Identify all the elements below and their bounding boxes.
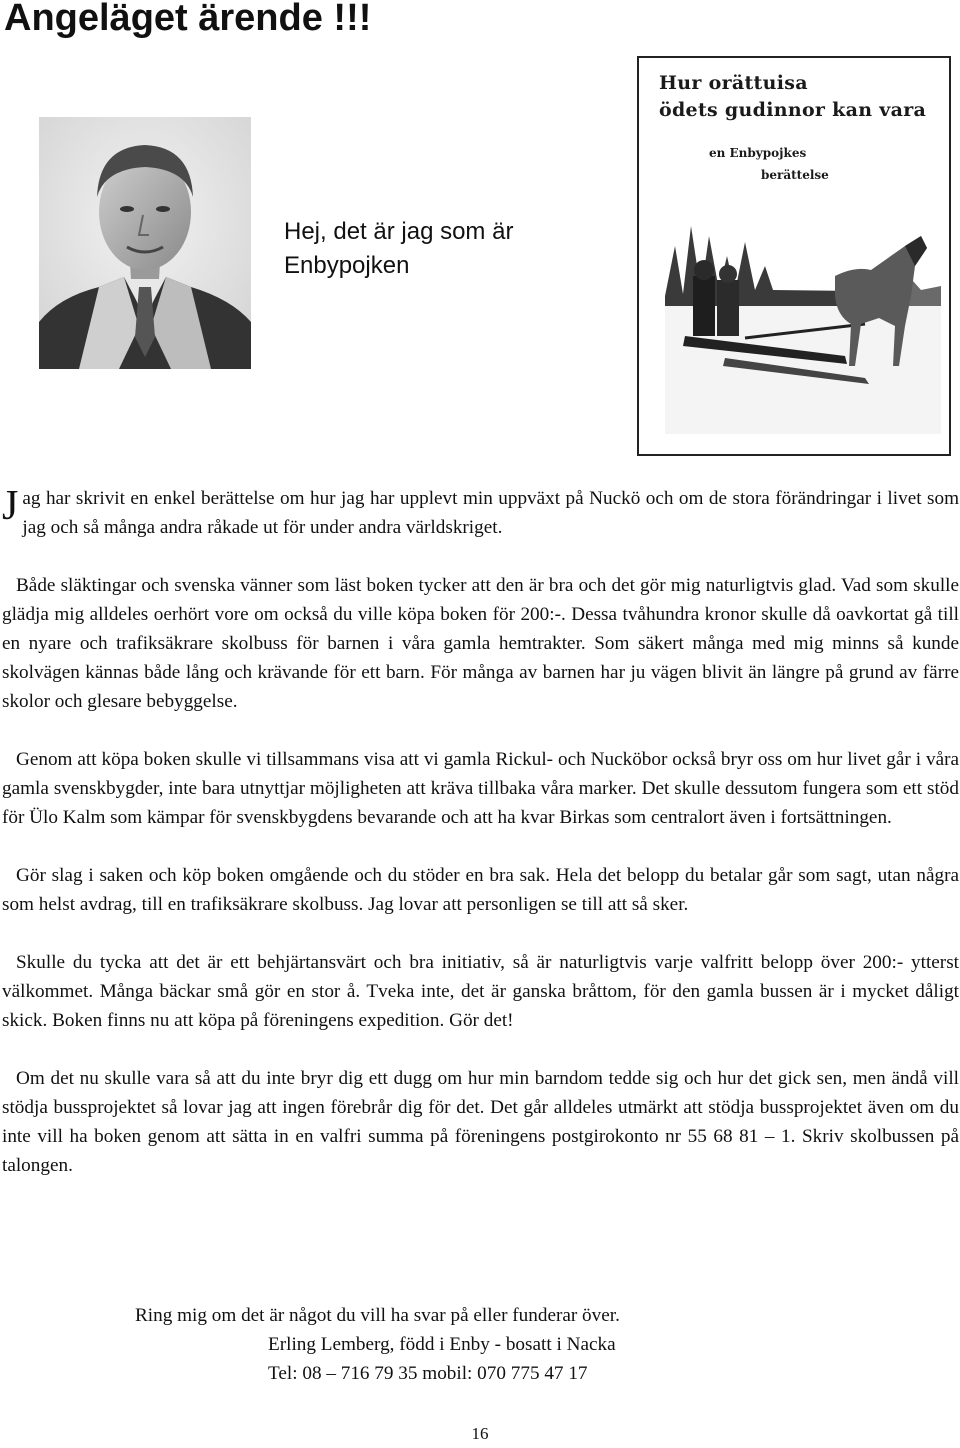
page-title: Angeläget ärende !!! [4,0,372,39]
book-cover-subtitle [709,142,829,186]
paragraph-3: Genom att köpa boken skulle vi tillsammans visa att vi gamla Rickul- och Nucköbor också bryr oss om hur livet går i våra gamla svenskbygder, inte bara utnyttjar möjligheten att kräva tillbaka våra marker. Det skulle dessutom fungera som ett stöd för Ülo Kalm som kämpar för svenskbygdens bevarande och att ha kvar Birkas som centralort även i fortsättningen. [2,749,959,828]
drop-cap: J [2,483,19,529]
greeting-line-2: Enbypojken [284,252,410,279]
book-cover-subtitle-line-2: berättelse [761,168,829,182]
greeting-line-1: Hej, det är jag som är [284,218,514,245]
book-cover-title-line-2: ödets gudinnor kan vara [659,99,927,121]
paragraph-2: Både släktingar och svenska vänner som läst boken tycker att den är bra och det gör mig naturligtvis glad. Vad som skulle glädja mig alldeles oerhört vore om också du ville köpa boken för 200:-. Dessa tvåhundra kronor skulle då oavkortat gå till en nyare och trafiksäkrare skolbuss för barnen i våra gamla hemtrakter. Som säkert många med mig minns så kunde skolvägen kännas både lång och krävande för ett barn. För många av barnen har ju vägen blivit än längre på grund av färre skolor och glesare bebyggelse. [2,575,959,712]
paragraph-6: Om det nu skulle vara så att du inte bryr dig ett dugg om hur min barndom tedde sig och hur det gick sen, men ändå vill stödja bussprojektet så lovar jag att ingen förebrår dig för det. Det går alldeles utmärkt att stödja bussprojektet även om du inte vill ha boken genom att sätta in en valfri summa på föreningens postgirokonto nr 55 68 81 – 1. Skriv skolbussen på talongen. [2,1068,959,1176]
author-portrait-photo [39,117,251,369]
paragraph-5: Skulle du tycka att det är ett behjärtansvärt och bra initiativ, så är naturligtvis varje valfritt belopp över 200:- ytterst välkommet. Många bäckar små gör en stor å. Tveka inte, det är ganska bråttom, för den gamla bussen är i mycket dåligt skick. Boken finns nu att köpa på föreningens expedition. Gör det! [2,952,959,1031]
closing-line-1: Ring mig om det är något du vill ha svar på eller funderar över. [135,1305,620,1326]
greeting-text [284,215,584,283]
book-cover-subtitle-line-1: en Enbypojkes [709,146,807,160]
paragraph-intro [2,484,959,542]
closing-block [135,1301,620,1388]
page-number: 16 [471,1424,489,1443]
contact-phone: Tel: 08 – 716 79 35 mobil: 070 775 47 17 [268,1363,588,1384]
paragraph-4: Gör slag i saken och köp boken omgående och du stöder en bra sak. Hela det belopp du betalar går som sagt, utan några som helst avdrag, till en trafiksäkrare skolbuss. Jag lovar att personligen se till att så sker. [2,865,959,915]
letter-body [2,484,959,1180]
book-cover-title [659,70,926,124]
horse-sleigh-photo [665,206,941,434]
signature-name: Erling Lemberg, född i Enby - bosatt i Nacka [268,1334,616,1355]
paragraph-intro-text: ag har skrivit en enkel berättelse om hur jag har upplevt min uppväxt på Nuckö och om de stora förändringar i livet som jag och så många andra råkade ut för under andra världskriget. [22,488,959,538]
book-cover [637,56,951,456]
book-cover-title-line-1: Hur orättuisa [659,72,808,94]
